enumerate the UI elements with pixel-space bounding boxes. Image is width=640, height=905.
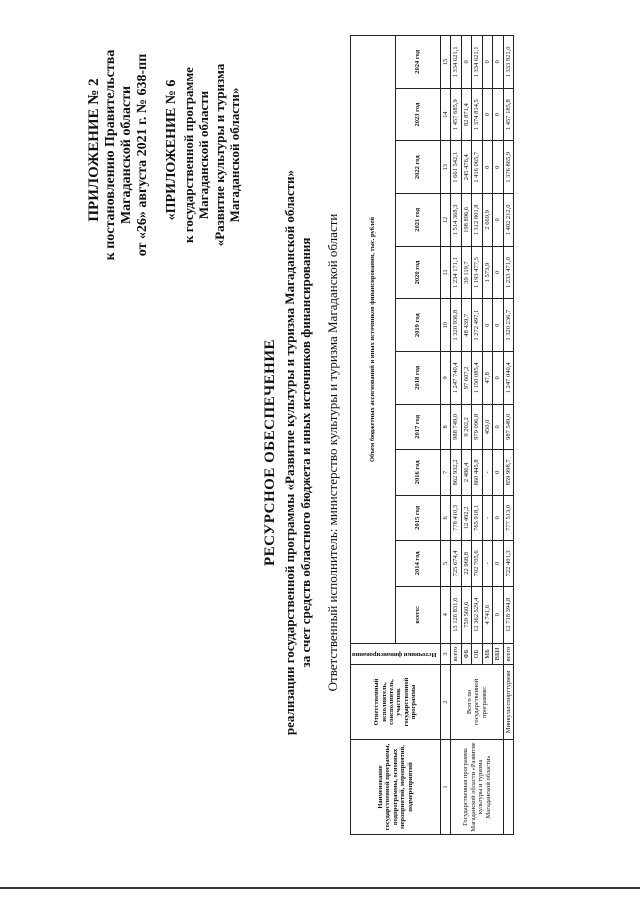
value-cell: 1 333 921,0 (503, 36, 513, 89)
value-cell: - (482, 495, 492, 540)
program-name-cell: Государственная программа Магаданской области «Развитие культуры и туризма Магаданской области» (451, 740, 503, 835)
value-cell: - (482, 450, 492, 495)
header-volume: Объем бюджетных ассигнований и иных источников финансирования, тыс. рублей (351, 36, 396, 644)
responsible-executor: Ответственный исполнитель: министерство культуры и туризма Магаданской области (325, 213, 340, 692)
value-cell: 0 (493, 194, 503, 247)
value-cell: 1 233 471,0 (503, 246, 513, 299)
header-year-5: 2019 год (395, 299, 440, 352)
header-year-1: 2015 год (395, 495, 440, 540)
value-cell: 1 416 065,7 (472, 141, 482, 194)
value-cell: 722 401,3 (503, 541, 513, 586)
value-cell: 988 749,0 (451, 404, 461, 449)
appendix-line-2: Магаданской области (119, 85, 134, 225)
value-cell: 13 126 831,6 (451, 586, 461, 643)
value-cell: 777 513,0 (503, 495, 513, 540)
column-number: 5 (440, 541, 450, 586)
appendix6-title: «ПРИЛОЖЕНИЕ № 6 (164, 79, 179, 221)
source-cell: ФБ (461, 644, 471, 665)
header-year-0: 2014 год (395, 541, 440, 586)
column-number: 9 (440, 352, 450, 405)
column-number: 3 (440, 644, 450, 665)
value-cell: 82 871,4 (461, 88, 471, 141)
column-number: 14 (440, 88, 450, 141)
value-cell: 1 272 497,1 (472, 299, 482, 352)
column-number: 7 (440, 450, 450, 495)
value-cell: 12 492,2 (461, 495, 471, 540)
appendix6-line-1: к государственной программе (181, 67, 196, 243)
appendix6-line-4: Магаданской области» (227, 87, 242, 223)
value-cell: 0 (482, 299, 492, 352)
column-number: 10 (440, 299, 450, 352)
ministry-cell: Минкультспорттуризм (503, 665, 513, 740)
empty-name-cell (503, 740, 513, 835)
value-cell: 0 (482, 36, 492, 89)
value-cell: 0 (461, 36, 471, 89)
appendix6-line-2: Магаданской области (196, 90, 211, 220)
program-responsible-cell: Всего по государственной программе: (451, 665, 503, 740)
value-cell: 987 549,0 (503, 404, 513, 449)
column-number: 6 (440, 495, 450, 540)
value-cell: 862 932,2 (451, 450, 461, 495)
value-cell: 22 968,8 (461, 541, 471, 586)
value-cell: 1 150 085,4 (472, 352, 482, 405)
appendix-line-1: к постановлению Правительства (103, 49, 118, 261)
value-cell: 2 669,9 (482, 194, 492, 247)
value-cell: 1 234 171,1 (451, 246, 461, 299)
value-cell: 450,0 (482, 404, 492, 449)
column-number: 13 (440, 141, 450, 194)
header-year-6: 2020 год (395, 246, 440, 299)
value-cell: - (482, 541, 492, 586)
value-cell: 1 573,9 (482, 246, 492, 299)
header-year-7: 2021 год (395, 194, 440, 247)
appendix-line-3: от «26» августа 2021 г. № 638-пп (135, 53, 150, 257)
column-number: 12 (440, 194, 450, 247)
header-year-3: 2017 год (395, 404, 440, 449)
table-body (451, 36, 514, 835)
value-cell: 1 247 040,4 (503, 352, 513, 405)
value-cell: 97 607,2 (461, 352, 471, 405)
appendix6-line-3: «Развитие культуры и туризма (212, 63, 227, 247)
source-cell: всего (451, 644, 461, 665)
value-cell: 859 998,7 (503, 450, 513, 495)
value-cell: 1 320 236,7 (503, 299, 513, 352)
value-cell: 0 (493, 352, 503, 405)
column-number: 11 (440, 246, 450, 299)
header-name: Наименование государственной программы, подпрограммы, основных мероприятий, мероприятий, подмероприятий (351, 740, 441, 835)
value-cell: 0 (493, 299, 503, 352)
value-cell: 9 202,2 (461, 404, 471, 449)
value-cell: 1 374 814,5 (472, 88, 482, 141)
column-number: 4 (440, 586, 450, 643)
value-cell: 1 514 368,3 (451, 194, 461, 247)
document-title: РЕСУРСНОЕ ОБЕСПЕЧЕНИЕ (262, 338, 278, 567)
value-cell: 1 320 936,8 (451, 299, 461, 352)
value-cell: 245 476,4 (461, 141, 471, 194)
source-cell: МБ (482, 644, 492, 665)
header-responsible: Ответственный исполнитель, соисполнитель, участник государственной программы (351, 665, 441, 740)
value-cell: 47,8 (482, 352, 492, 405)
value-cell: 2 486,4 (461, 450, 471, 495)
header-source-text: Источники финансирования (352, 650, 437, 658)
value-cell: 1 402 212,0 (503, 194, 513, 247)
bottom-rule (0, 887, 640, 889)
header-source (351, 644, 441, 665)
value-cell: 0 (493, 246, 503, 299)
value-cell: 759 560,6 (461, 586, 471, 643)
value-cell: 1 334 621,1 (472, 36, 482, 89)
value-cell: 1 312 801,8 (472, 194, 482, 247)
value-cell: 0 (493, 586, 503, 643)
table-row (451, 36, 461, 835)
header-year-2: 2016 год (395, 450, 440, 495)
document-subtitle-2: за счет средств областного бюджета и иных источников финансирования (298, 237, 313, 668)
column-number: 1 (440, 740, 450, 835)
header-year-9: 2023 год (395, 88, 440, 141)
appendix-title: ПРИЛОЖЕНИЕ № 2 (86, 78, 102, 222)
value-cell: 702 705,6 (472, 541, 482, 586)
column-number: 2 (440, 665, 450, 740)
value-cell: 48 439,7 (461, 299, 471, 352)
value-cell: 4 741,6 (482, 586, 492, 643)
value-cell: 979 096,8 (472, 404, 482, 449)
value-cell: 0 (493, 404, 503, 449)
source-cell: всего (503, 644, 513, 665)
value-cell: 1 457 685,9 (451, 88, 461, 141)
value-cell: 1 661 542,1 (451, 141, 461, 194)
value-cell: 860 445,8 (472, 450, 482, 495)
value-cell: 0 (482, 141, 492, 194)
value-cell: 0 (493, 141, 503, 194)
value-cell: 0 (482, 88, 492, 141)
column-numbers-row (440, 36, 450, 835)
resource-table (350, 35, 514, 835)
value-cell: 0 (493, 88, 503, 141)
source-cell: ОБ (472, 644, 482, 665)
document-subtitle-1: реализации государственной программы «Развитие культуры и туризма Магаданской области» (282, 169, 297, 736)
source-cell: ВБИ (493, 644, 503, 665)
value-cell: 0 (493, 450, 503, 495)
value-cell: 12 718 394,8 (503, 586, 513, 643)
column-number: 15 (440, 36, 450, 89)
value-cell: 1 247 740,4 (451, 352, 461, 405)
value-cell: 765 918,1 (472, 495, 482, 540)
value-cell: 0 (493, 36, 503, 89)
value-cell: 1 457 185,8 (503, 88, 513, 141)
value-cell: 778 410,3 (451, 495, 461, 540)
value-cell: 198 896,6 (461, 194, 471, 247)
value-cell: 12 362 529,4 (472, 586, 482, 643)
value-cell: 1 376 865,9 (503, 141, 513, 194)
value-cell: 0 (493, 541, 503, 586)
header-year-4: 2018 год (395, 352, 440, 405)
value-cell: 1 334 621,1 (451, 36, 461, 89)
header-year-10: 2024 год (395, 36, 440, 89)
value-cell: 39 119,7 (461, 246, 471, 299)
column-number: 8 (440, 404, 450, 449)
header-total: всего: (395, 586, 440, 643)
header-year-8: 2022 год (395, 141, 440, 194)
value-cell: 1 193 477,5 (472, 246, 482, 299)
value-cell: 0 (493, 495, 503, 540)
value-cell: 725 674,4 (451, 541, 461, 586)
table-row (503, 36, 513, 835)
